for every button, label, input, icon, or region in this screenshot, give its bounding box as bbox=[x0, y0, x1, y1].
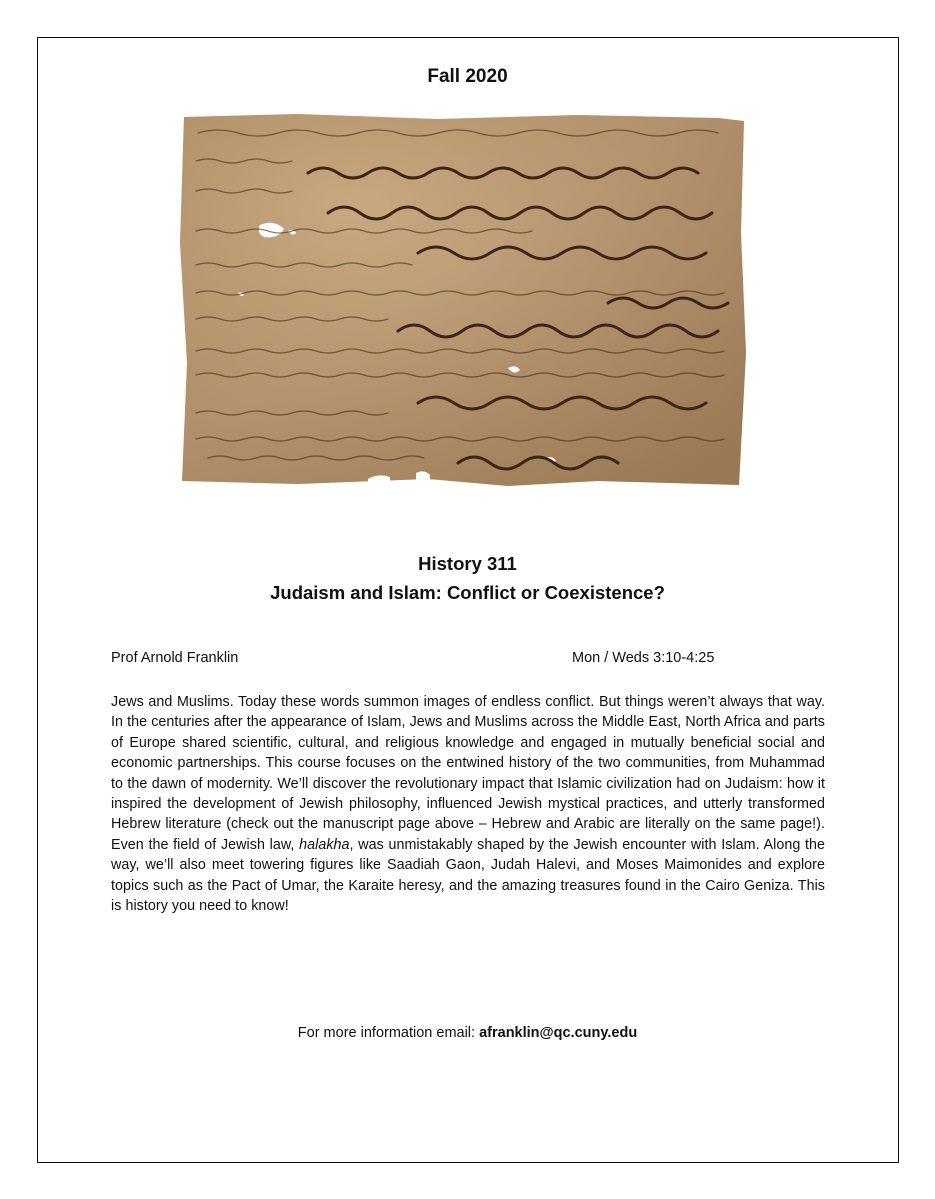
course-title: Judaism and Islam: Conflict or Coexistence? bbox=[270, 582, 665, 603]
parchment-sheet bbox=[180, 114, 746, 486]
description-italic-term: halakha bbox=[299, 836, 350, 853]
contact-email[interactable]: afranklin@qc.cuny.edu bbox=[479, 1025, 638, 1041]
contact-line bbox=[0, 1025, 935, 1041]
instructor-name: Prof Arnold Franklin bbox=[111, 650, 239, 666]
description-text-part1: Jews and Muslims. Today these words summon images of endless conflict. But things weren’t always that way. In the centuries after the appearance of Islam, Jews and Muslims across the Middle East, North Africa and parts of Europe shared scientific, cultural, and religious knowledge and engaged in mutually beneficial social and economic partnerships. This course focuses on the entwined history of the two communities, from Muhammad to the dawn of modernity. We’ll discover the revolutionary impact that Islamic civilization had on Judaism: how it inspired the development of Jewish philosophy, influenced Jewish mystical practices, and utterly transformed Hebrew literature (check out the manuscript page above – Hebrew and Arabic are literally on the same page!). Even the field of Jewish law, bbox=[111, 694, 825, 853]
class-schedule: Mon / Weds 3:10-4:25 bbox=[572, 650, 715, 666]
description-text-part2: , was unmistakably shaped by the Jewish encounter with Islam. Along the way, we’ll also meet towering figures like Saadiah Gaon, Judah Halevi, and Moses Maimonides and explore topics such as the Pact of Umar, the Karaite heresy, and the amazing treasures found in the Cairo Geniza. This is history you need to know! bbox=[111, 836, 826, 915]
contact-label: For more information email: bbox=[297, 1025, 480, 1041]
term-heading: Fall 2020 bbox=[427, 66, 508, 87]
course-description bbox=[111, 692, 825, 916]
course-number: History 311 bbox=[418, 553, 517, 574]
manuscript-image bbox=[178, 113, 747, 487]
